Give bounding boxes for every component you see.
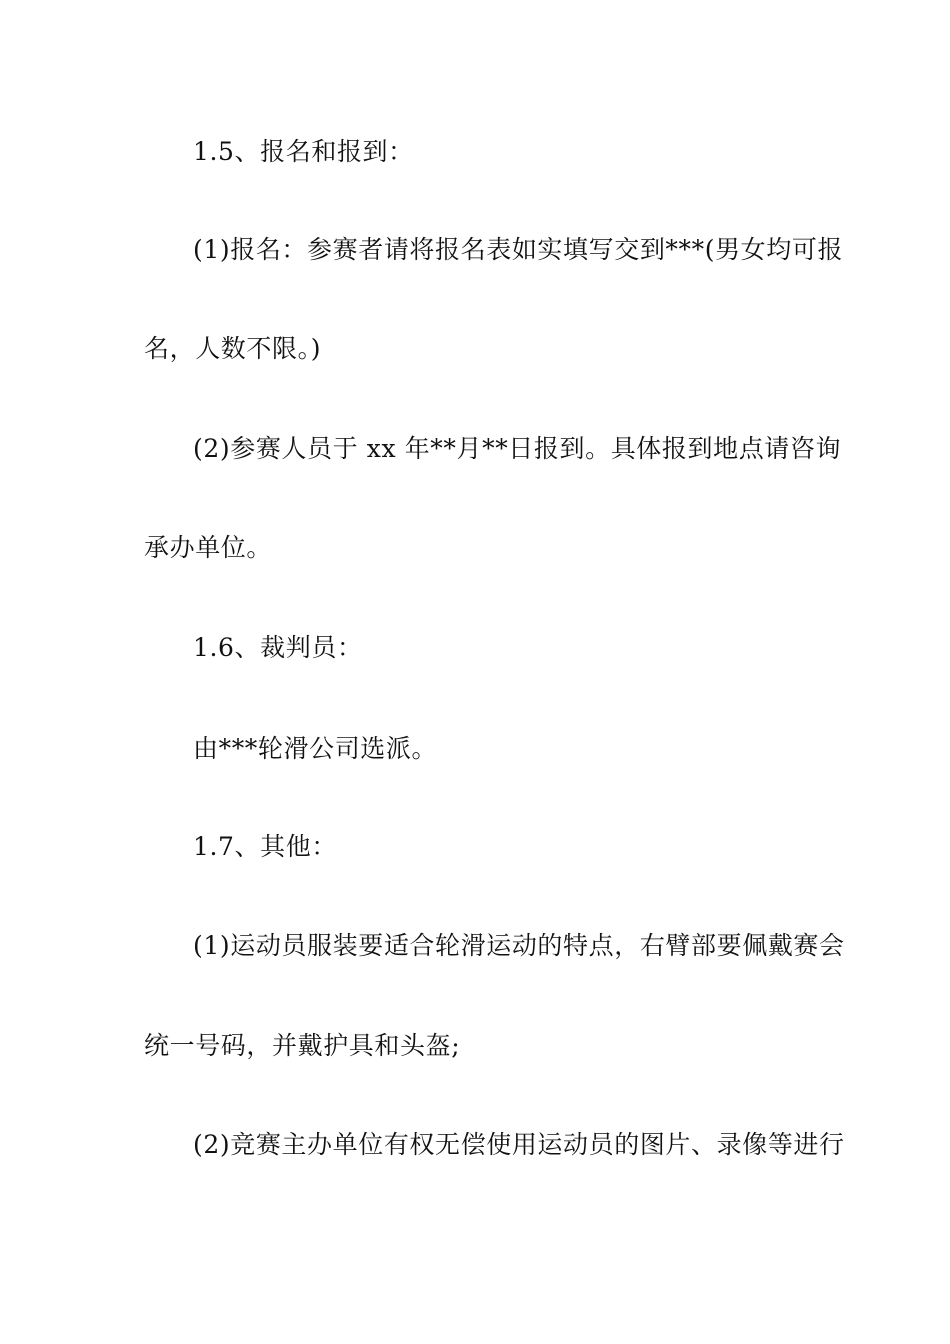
section-heading-1-7: 1.7、其他： — [193, 832, 337, 861]
paragraph-line: 承办单位。 — [144, 533, 273, 562]
paragraph-line: 统一号码，并戴护具和头盔; — [144, 1031, 461, 1060]
section-heading-1-6: 1.6、裁判员： — [193, 633, 363, 662]
paragraph-line: (2)参赛人员于 xx 年**月**日报到。具体报到地点请咨询 — [193, 434, 842, 463]
section-heading-1-5: 1.5、报名和报到： — [193, 137, 414, 166]
paragraph-line: (2)竞赛主办单位有权无偿使用运动员的图片、录像等进行 — [193, 1130, 845, 1159]
paragraph-line: (1)报名：参赛者请将报名表如实填写交到***(男女均可报 — [193, 235, 844, 264]
paragraph-line: (1)运动员服装要适合轮滑运动的特点，右臂部要佩戴赛会 — [193, 931, 845, 960]
paragraph-line: 由***轮滑公司选派。 — [193, 734, 438, 763]
paragraph-line: 名，人数不限。) — [144, 334, 322, 363]
